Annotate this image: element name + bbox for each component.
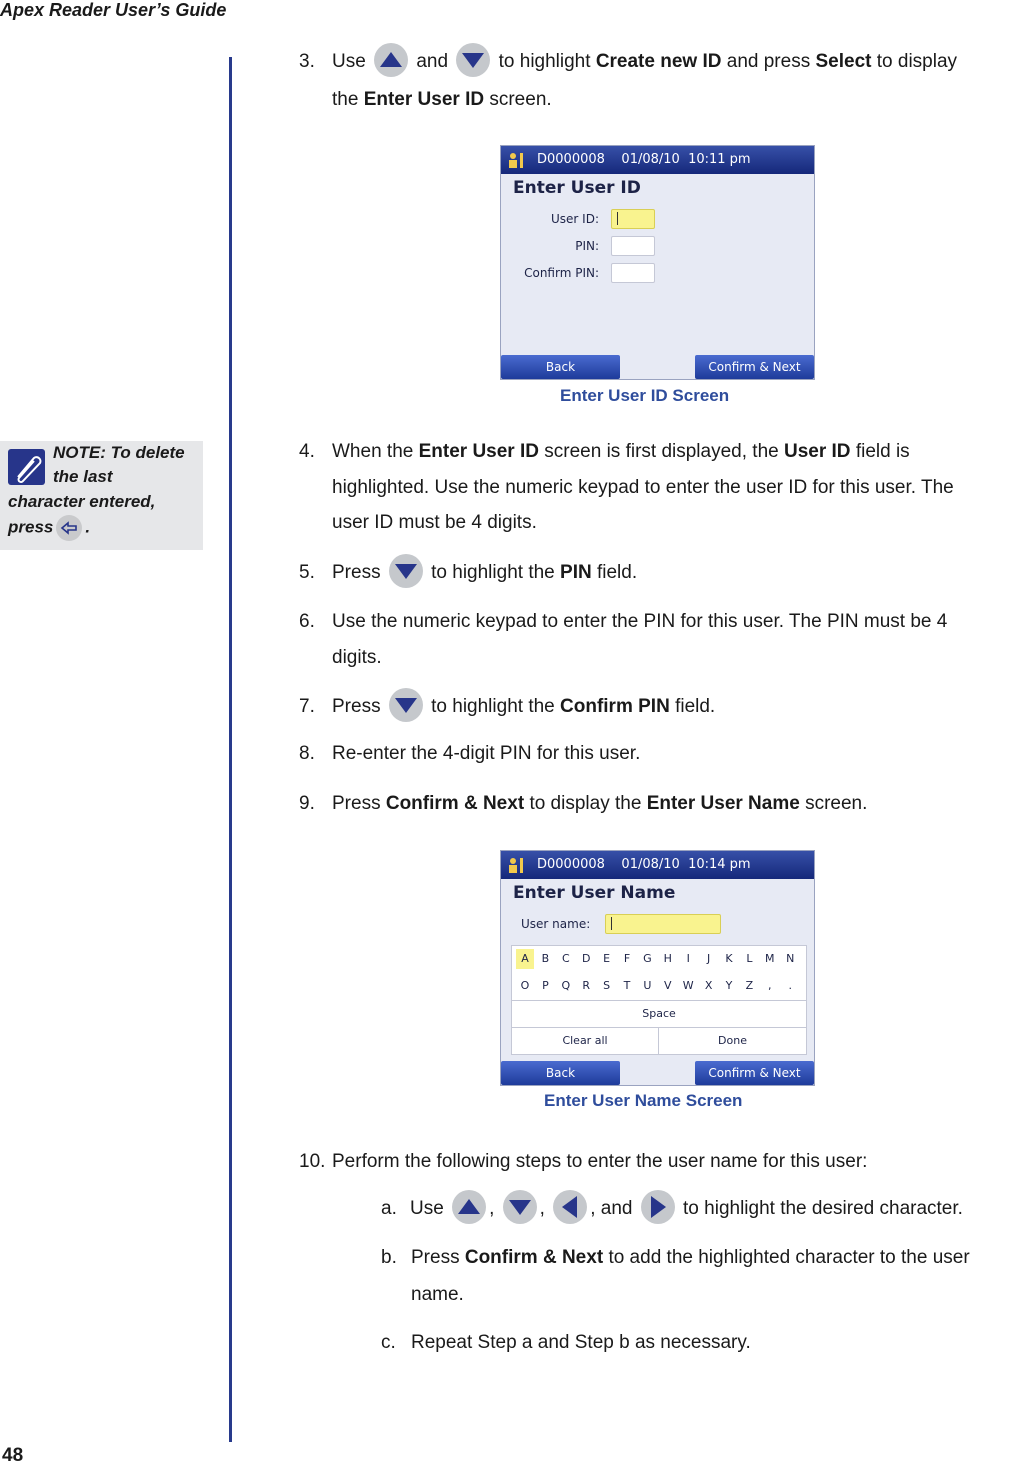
step-6-number: 6. — [299, 611, 315, 632]
up-arrow-icon — [452, 1190, 486, 1224]
step-10b-line2: name. — [411, 1284, 464, 1305]
status-text: D0000008 01/08/10 10:11 pm — [537, 152, 751, 167]
step-5-text: field. — [596, 562, 638, 583]
step-4-bold: Enter User ID — [418, 441, 539, 462]
keyboard-key[interactable]: U — [643, 979, 652, 992]
step-10a-line1 — [410, 1191, 963, 1227]
margin-rule — [229, 57, 232, 1442]
step-9-bold: Confirm & Next — [385, 793, 525, 814]
step-10c-line1: Repeat Step a and Step b as necessary. — [411, 1332, 751, 1353]
note-line3: character entered, — [8, 492, 156, 511]
step-7-text: field. — [675, 696, 716, 717]
user-name-label: User name: — [521, 917, 591, 931]
figure-caption: Enter User Name Screen — [544, 1091, 743, 1110]
step-9-text: Press — [332, 793, 381, 814]
back-button[interactable]: Back — [501, 355, 620, 379]
step-3-text: to display — [876, 51, 958, 72]
keyboard-key[interactable]: B — [541, 952, 550, 965]
keyboard-key[interactable]: Q — [561, 979, 571, 992]
step-10a-text: Use — [410, 1198, 444, 1219]
enter-user-id-screenshot — [500, 145, 815, 380]
step-5-bold: PIN — [560, 562, 592, 583]
note-line4-pre: press — [8, 517, 54, 537]
keyboard-key[interactable]: C — [561, 952, 570, 965]
keyboard-key[interactable]: A — [516, 949, 534, 969]
step-10b-text: Press — [411, 1247, 460, 1268]
page-number: 48 — [2, 1445, 24, 1466]
keyboard-key[interactable]: P — [542, 979, 549, 992]
keyboard-key[interactable]: R — [582, 979, 591, 992]
keyboard-row-1 — [512, 946, 806, 972]
step-3-line1 — [332, 44, 957, 80]
step-9-line1 — [332, 786, 867, 822]
up-arrow-icon — [374, 43, 408, 77]
step-5-text: to highlight the — [431, 562, 555, 583]
keyboard-key[interactable]: Z — [745, 979, 754, 992]
keyboard-key[interactable]: T — [623, 979, 631, 992]
step-8-number: 8. — [299, 743, 315, 764]
down-arrow-icon — [456, 43, 490, 77]
note-line4-post: . — [85, 517, 91, 537]
step-10a-comma: , — [539, 1198, 545, 1219]
confirm-pin-label: Confirm PIN: — [524, 266, 599, 280]
step-9-text: screen. — [805, 793, 868, 814]
right-arrow-icon — [641, 1190, 675, 1224]
user-id-field[interactable] — [611, 209, 655, 229]
back-button[interactable]: Back — [501, 1061, 620, 1085]
keyboard-key[interactable]: N — [786, 952, 795, 965]
screen-title: Enter User Name — [513, 883, 676, 903]
keyboard-key[interactable]: W — [682, 979, 694, 992]
step-5-line1 — [332, 555, 637, 591]
note-box — [0, 441, 203, 550]
step-7-number: 7. — [299, 696, 315, 717]
step-7-text: to highlight the — [431, 696, 555, 717]
pin-label: PIN: — [575, 239, 599, 253]
keyboard-key[interactable]: M — [765, 952, 775, 965]
status-bar — [501, 146, 814, 174]
step-5-number: 5. — [299, 562, 315, 583]
step-4-text: When the — [332, 441, 414, 462]
step-9-text: to display the — [529, 793, 642, 814]
keyboard-key[interactable]: K — [725, 952, 733, 965]
keyboard-key[interactable]: L — [746, 952, 753, 965]
confirm-next-button[interactable]: Confirm & Next — [695, 355, 814, 379]
step-3-text: to highlight — [498, 51, 591, 72]
step-10a-text: to highlight the desired character. — [683, 1198, 963, 1219]
user-tools-icon — [507, 150, 527, 170]
keyboard-key[interactable]: . — [788, 979, 792, 992]
keyboard-key[interactable]: O — [520, 979, 530, 992]
step-7-bold: Confirm PIN — [560, 696, 670, 717]
done-key[interactable]: Done — [659, 1027, 806, 1054]
user-id-label: User ID: — [551, 212, 599, 226]
step-4-number: 4. — [299, 441, 315, 462]
step-7-line1 — [332, 689, 715, 725]
user-tools-icon — [507, 855, 527, 875]
note-label: NOTE: — [53, 443, 106, 462]
step-10-line1: Perform the following steps to enter the user name for this user: — [332, 1151, 868, 1172]
step-10a-comma: , and — [590, 1198, 633, 1219]
space-key[interactable]: Space — [512, 1000, 806, 1027]
screen-title: Enter User ID — [513, 178, 641, 198]
step-10a-number: a. — [381, 1198, 397, 1219]
on-screen-keyboard — [511, 945, 807, 1055]
step-3-text: the — [332, 89, 359, 110]
note-line1: To delete — [110, 443, 185, 462]
running-header: Apex Reader User’s Guide — [0, 0, 227, 20]
left-arrow-icon — [553, 1190, 587, 1224]
keyboard-key[interactable]: E — [603, 952, 611, 965]
step-9-bold: Enter User Name — [646, 793, 800, 814]
step-7-text: Press — [332, 696, 381, 717]
step-9-number: 9. — [299, 793, 315, 814]
keyboard-key[interactable]: G — [643, 952, 652, 965]
step-3-bold: Enter User ID — [363, 89, 485, 110]
paperclip-icon — [8, 449, 45, 485]
keyboard-key[interactable]: X — [704, 979, 713, 992]
step-3-text: screen. — [489, 89, 552, 110]
keyboard-key[interactable]: H — [663, 952, 672, 965]
step-3-text: Use — [332, 51, 366, 72]
confirm-next-button[interactable]: Confirm & Next — [695, 1061, 814, 1085]
clear-all-key[interactable]: Clear all — [512, 1027, 659, 1054]
backspace-icon — [56, 515, 82, 541]
step-4-line2: highlighted. Use the numeric keypad to enter the user ID for this user. The — [332, 477, 954, 498]
user-name-field[interactable] — [605, 914, 721, 934]
keyboard-key[interactable]: I — [686, 952, 690, 965]
keyboard-key[interactable]: S — [603, 979, 611, 992]
step-3-bold: Create new ID — [595, 51, 722, 72]
keyboard-row-2 — [512, 973, 806, 999]
step-3-text: and — [416, 51, 449, 72]
down-arrow-icon — [389, 688, 423, 722]
step-4-line3: user ID must be 4 digits. — [332, 512, 537, 533]
step-10b-line1 — [411, 1240, 970, 1276]
status-text: D0000008 01/08/10 10:14 pm — [537, 857, 751, 872]
step-3-text: and press — [726, 51, 811, 72]
step-8-line1: Re-enter the 4-digit PIN for this user. — [332, 743, 641, 764]
down-arrow-icon — [389, 554, 423, 588]
step-3-number: 3. — [299, 51, 315, 72]
status-bar — [501, 851, 814, 879]
step-10-number: 10. — [299, 1151, 326, 1172]
step-3-line2 — [332, 82, 552, 118]
keyboard-key[interactable]: , — [768, 979, 772, 992]
step-10b-number: b. — [381, 1247, 397, 1268]
keyboard-key[interactable]: J — [706, 952, 711, 965]
step-10b-bold: Confirm & Next — [464, 1247, 604, 1268]
keyboard-key[interactable]: D — [581, 952, 591, 965]
step-5-text: Press — [332, 562, 381, 583]
step-3-bold: Select — [815, 51, 872, 72]
step-4-bold: User ID — [784, 441, 851, 462]
step-4-text: screen is first displayed, the — [544, 441, 779, 462]
keyboard-key[interactable]: V — [664, 979, 672, 992]
step-10b-text: to add the highlighted character to the user — [608, 1247, 970, 1268]
keyboard-key[interactable]: F — [623, 952, 631, 965]
step-10c-number: c. — [381, 1332, 396, 1353]
keyboard-key[interactable]: Y — [725, 979, 733, 992]
step-4-line1 — [332, 434, 910, 470]
confirm-pin-field[interactable] — [611, 263, 655, 283]
enter-user-name-screenshot — [500, 850, 815, 1086]
step-6-line1: Use the numeric keypad to enter the PIN for this user. The PIN must be 4 — [332, 611, 948, 632]
step-4-text: field is — [855, 441, 910, 462]
down-arrow-icon — [503, 1190, 537, 1224]
step-6-line2: digits. — [332, 647, 382, 668]
step-10a-comma: , — [489, 1198, 495, 1219]
pin-field[interactable] — [611, 236, 655, 256]
note-line2: the last — [53, 467, 113, 486]
figure-caption: Enter User ID Screen — [560, 386, 730, 405]
